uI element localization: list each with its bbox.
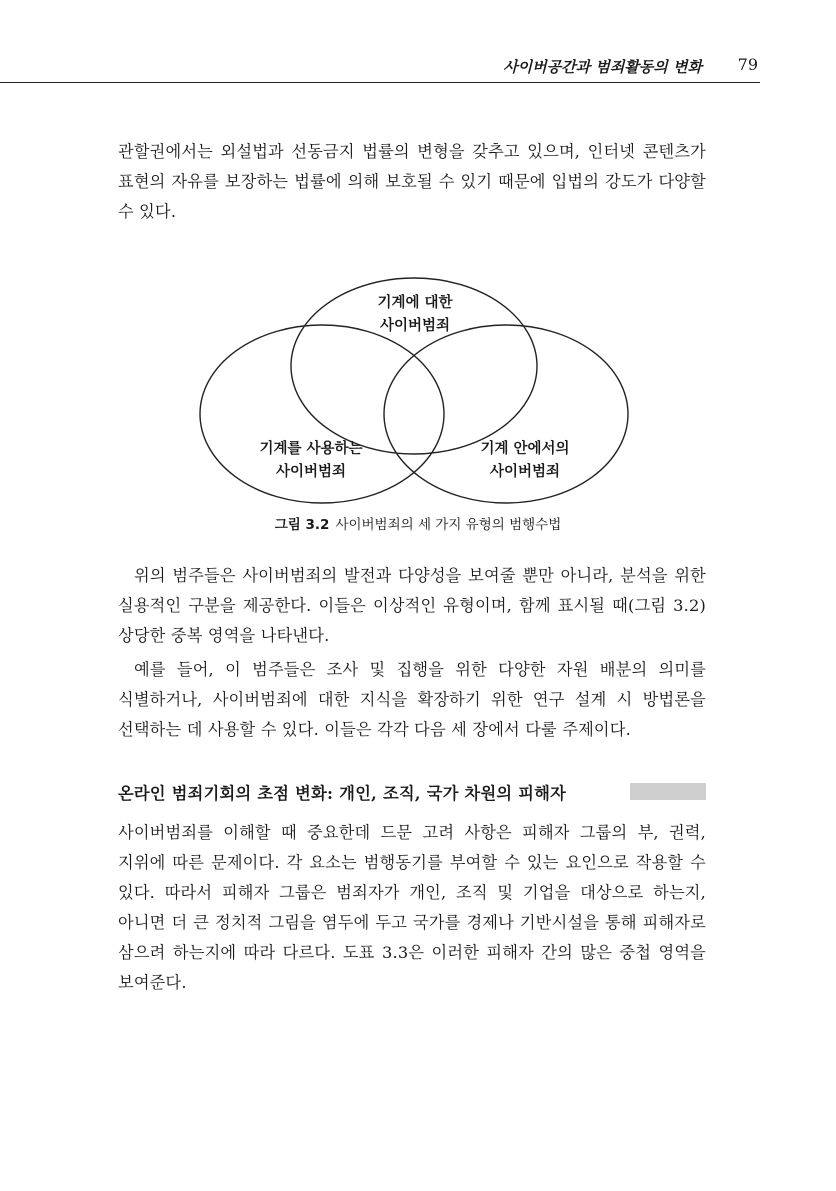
paragraph-examples: 예를 들어, 이 범주들은 조사 및 집행을 위한 다양한 자원 배분의 의미를 식별하거나, 사이버범죄에 대한 지식을 확장하기 위한 연구 설계 시 방법론을 선택하는 데 사용할 수 있다. 이들은 각각 다음 세 장에서 다룰 주제이다. xyxy=(118,660,706,739)
section-heading-bar xyxy=(630,783,706,800)
label-top-line1: 기계에 대한 xyxy=(377,295,453,311)
running-header xyxy=(0,50,760,83)
section-heading-text: 온라인 범죄기회의 초점 변화: 개인, 조직, 국가 차원의 피해자 xyxy=(118,784,567,803)
caption-text: 사이버범죄의 세 가지 유형의 범행수법 xyxy=(335,517,562,533)
paragraph-victims: 사이버범죄를 이해할 때 중요한데 드문 고려 사항은 피해자 그룹의 부, 권력, 지위에 따른 문제이다. 각 요소는 범행동기를 부여할 수 있는 요인으로 작용할 수 있다. 따라서 피해자 그룹은 범죄자가 개인, 조직 및 기업을 대상으로 하는지, 아니면 더 큰 정치적 그림을 염두에 두고 국가를 경제나 기반시설을 통해 피해자로 삼으려 하는지에 따라 다르다. 도표 3.3은 이러한 피해자 간의 많은 중첩 영역을 보여준다. xyxy=(118,823,706,992)
intro-paragraph: 관할권에서는 외설법과 선동금지 법률의 변형을 갖추고 있으며, 인터넷 콘텐츠가 표현의 자유를 보장하는 법률에 의해 보호될 수 있기 때문에 입법의 강도가 다양할 수 있다. xyxy=(118,142,706,221)
header-title: 사이버공간과 범죄활동의 변화 xyxy=(503,58,702,76)
page-number: 79 xyxy=(737,55,758,74)
label-left-line2: 사이버범죄 xyxy=(275,464,347,480)
label-right-line1: 기계 안에서의 xyxy=(480,441,570,457)
label-crimes-using-machine xyxy=(246,438,376,484)
label-crimes-in-machine xyxy=(460,438,590,484)
section-heading xyxy=(118,778,708,804)
label-top-line2: 사이버범죄 xyxy=(379,318,451,334)
label-left-line1: 기계를 사용하는 xyxy=(259,441,363,457)
paragraph-categories: 위의 범주들은 사이버범죄의 발전과 다양성을 보여줄 뿐만 아니라, 분석을 위한 실용적인 구분을 제공한다. 이들은 이상적인 유형이며, 함께 표시될 때(그림 3.2) 상당한 중복 영역을 나타낸다. xyxy=(118,566,706,645)
label-crimes-against-machine xyxy=(355,292,475,338)
venn-diagram xyxy=(190,276,640,516)
label-right-line2: 사이버범죄 xyxy=(489,464,561,480)
figure-caption xyxy=(0,513,836,533)
caption-number: 그림 3.2 xyxy=(274,517,330,533)
